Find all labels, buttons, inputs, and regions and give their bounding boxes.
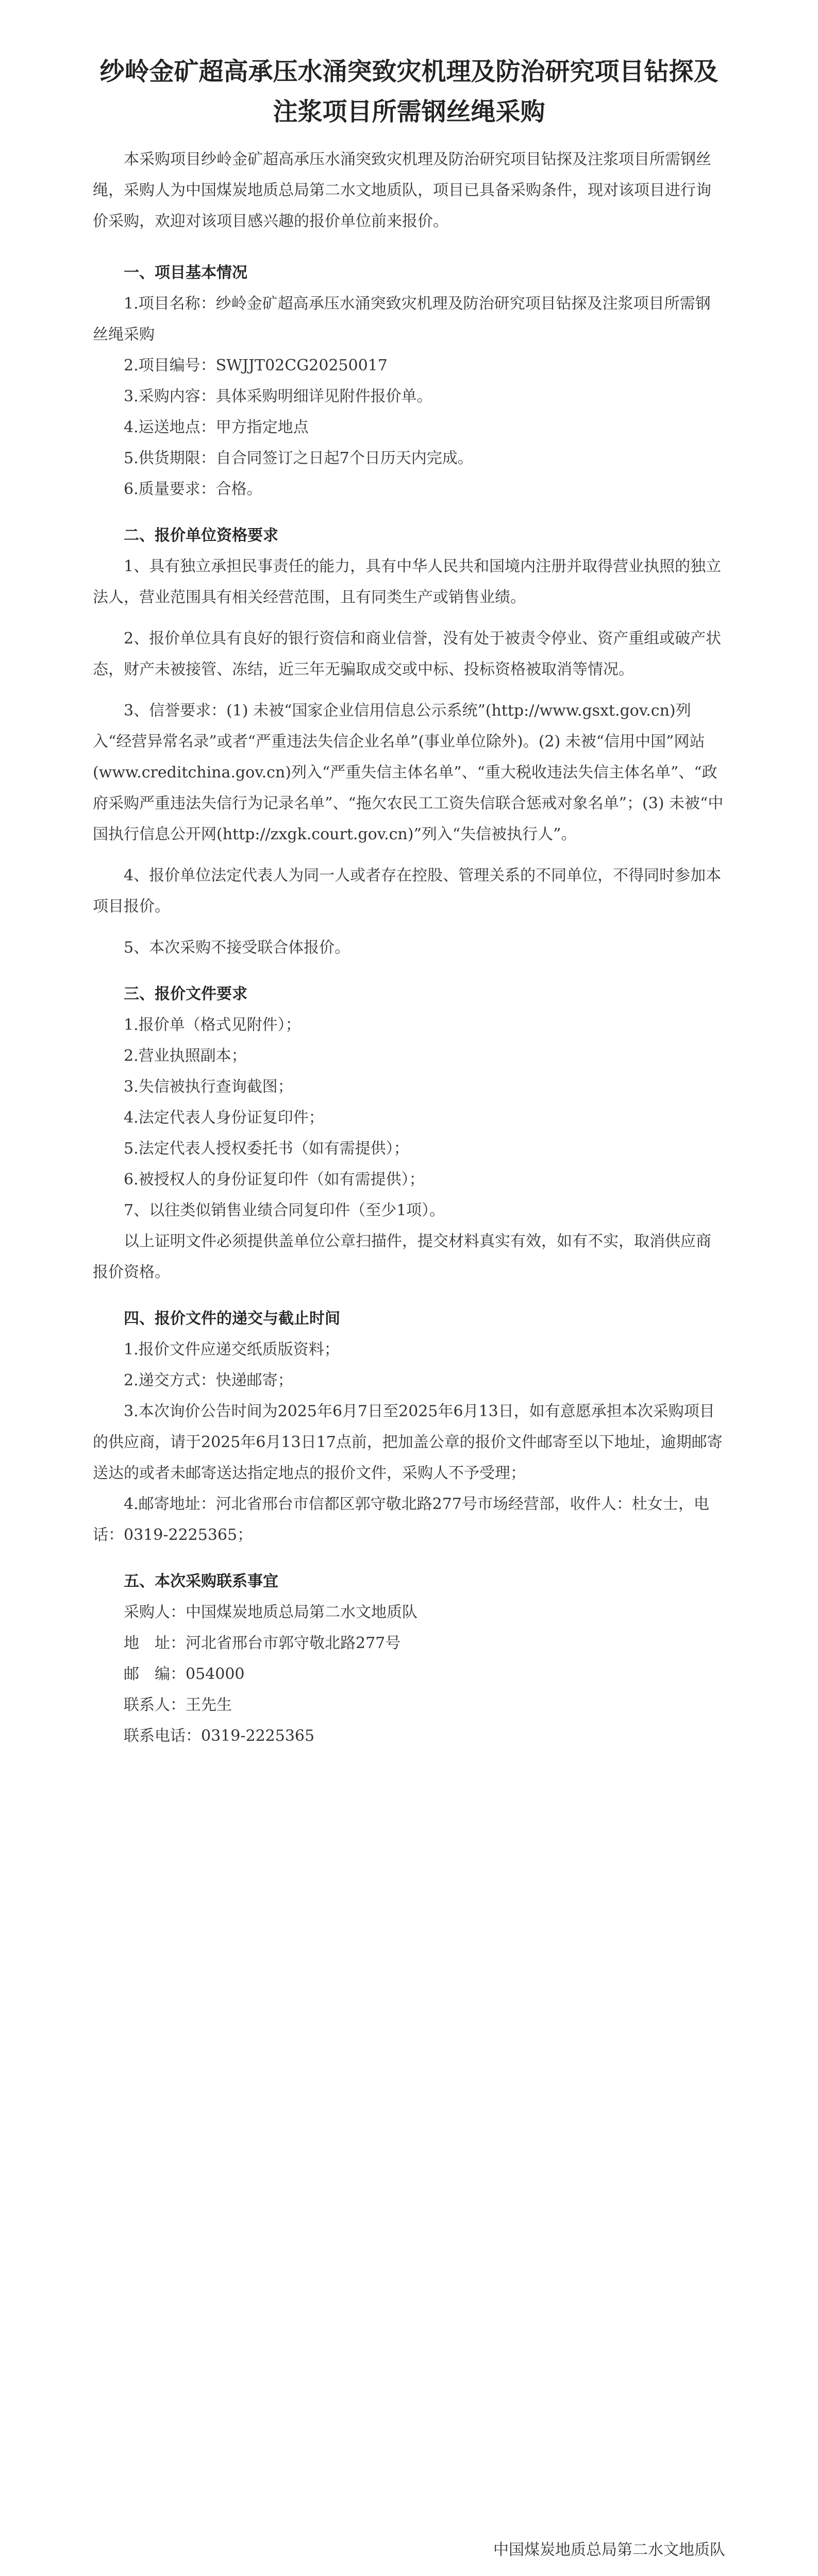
contact-purchaser: 采购人：中国煤炭地质总局第二水文地质队: [124, 1603, 418, 1621]
section-paragraph: 以上证明文件必须提供盖单位公章扫描件，提交材料真实有效，如有不实，取消供应商报价资格。: [93, 1232, 711, 1281]
section-paragraph: 4、报价单位法定代表人为同一人或者存在控股、管理关系的不同单位，不得同时参加本项目报价。: [93, 867, 722, 916]
section-paragraph: 2、报价单位具有良好的银行资信和商业信誉，没有处于被责令停业、资产重组或破产状态，财产未被接管、冻结，近三年无骗取成交或中标、投标资格被取消等情况。: [93, 630, 722, 679]
notice-intro: 本采购项目纱岭金矿超高承压水涌突致灾机理及防治研究项目钻探及注浆项目所需钢丝绳，采购人为中国煤炭地质总局第二水文地质队，项目已具备采购条件，现对该项目进行询价采购，欢迎对该项目感兴趣的报价单位前来报价。: [93, 150, 711, 230]
section-paragraph: 6.被授权人的身份证复印件（如有需提供）；: [124, 1171, 425, 1189]
section-paragraph: 2.递交方式：快递邮寄；: [124, 1371, 293, 1389]
section-paragraph: 3、信誉要求：(1) 未被“国家企业信用信息公示系统”(http://www.gsxt.gov.cn)列入“经营异常名录”或者“严重违法失信企业名单”(事业单位除外)。(2) 未被“信用中国”网站(www.creditchina.gov.cn)列入“严重失信主体名单”、“重大税收违法失信主体名单”、“政府采购严重违法失信行为记录名单”、“拖欠农民工工资失信联合惩戒对象名单”；(3) 未被“中国执行信息公开网(http://zxgk.court.gov.cn)”列入“失信被执行人”。: [93, 702, 724, 843]
section-paragraph: 5、本次采购不接受联合体报价。: [124, 939, 350, 957]
section-paragraph: 4.法定代表人身份证复印件；: [124, 1109, 324, 1127]
contact-postcode: 邮 编：054000: [124, 1665, 245, 1683]
section-heading: 五、本次采购联系事宜: [124, 1572, 278, 1590]
issuer-name: 中国煤炭地质总局第二水文地质队: [493, 2541, 725, 2559]
section-paragraph: 2.项目编号：SWJJT02CG20250017: [124, 357, 388, 375]
section-paragraph: 6.质量要求：合格。: [124, 480, 262, 498]
section-heading: 一、项目基本情况: [124, 264, 247, 282]
section-paragraph: 4.邮寄地址：河北省邢台市信都区郭守敬北路277号市场经营部，收件人：杜女士，电话：0319-2225365；: [93, 1495, 709, 1544]
section-heading: 三、报价文件要求: [124, 985, 247, 1003]
contact-phone: 联系电话：0319-2225365: [124, 1727, 315, 1745]
section-heading: 二、报价单位资格要求: [124, 527, 278, 545]
contact-person: 联系人：王先生: [124, 1696, 232, 1714]
section-paragraph: 1.报价单（格式见附件）；: [124, 1016, 301, 1034]
section-paragraph: 3.本次询价公告时间为2025年6月7日至2025年6月13日，如有意愿承担本次采购项目的供应商，请于2025年6月13日17点前，把加盖公章的报价文件邮寄至以下地址，逾期邮寄送达的或者未邮寄送达指定地点的报价文件，采购人不予受理；: [93, 1402, 723, 1482]
section-paragraph: 1、具有独立承担民事责任的能力，具有中华人民共和国境内注册并取得营业执照的独立法人，营业范围具有相关经营范围，且有同类生产或销售业绩。: [93, 557, 722, 606]
section-paragraph: 5.供货期限：自合同签订之日起7个日历天内完成。: [124, 449, 473, 467]
section-paragraph: 3.失信被执行查询截图；: [124, 1078, 293, 1096]
section-paragraph: 7、以往类似销售业绩合同复印件（至少1项）。: [124, 1201, 445, 1219]
section-paragraph: 1.项目名称：纱岭金矿超高承压水涌突致灾机理及防治研究项目钻探及注浆项目所需钢丝绳采购: [93, 295, 711, 344]
section-paragraph: 4.运送地点：甲方指定地点: [124, 418, 309, 436]
section-paragraph: 5.法定代表人授权委托书（如有需提供）；: [124, 1140, 409, 1158]
section-paragraph: 1.报价文件应递交纸质版资料；: [124, 1341, 340, 1359]
section-paragraph: 3.采购内容：具体采购明细详见附件报价单。: [124, 387, 432, 405]
section-paragraph: 2.营业执照副本；: [124, 1047, 247, 1065]
contact-address: 地 址：河北省邢台市郭守敬北路277号: [124, 1634, 401, 1652]
notice-content: [93, 258, 725, 1752]
notice-title: 纱岭金矿超高承压水涌突致灾机理及防治研究项目钻探及注浆项目所需钢丝绳采购: [99, 57, 719, 126]
section-heading: 四、报价文件的递交与截止时间: [124, 1310, 340, 1328]
